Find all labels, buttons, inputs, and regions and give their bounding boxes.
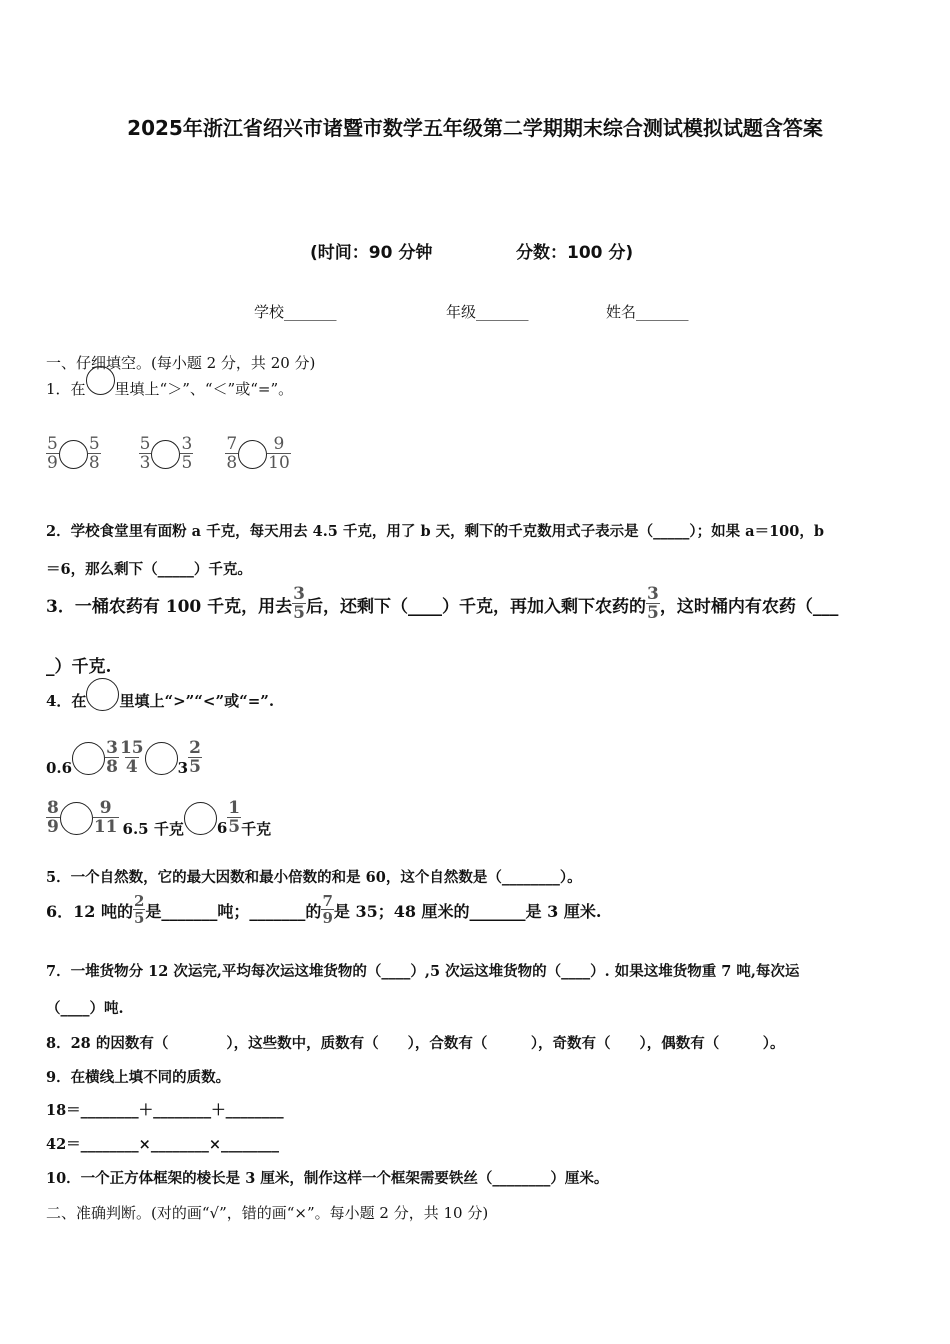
q4-value: 3	[177, 759, 189, 777]
compare-circle-icon	[184, 802, 217, 835]
fraction: $\frac{3}{5}$	[293, 584, 305, 623]
q4-row-2	[46, 800, 271, 836]
fraction: $\frac{3}{5}$	[181, 434, 193, 473]
question-7-line-1: 7．一堆货物分 12 次运完,平均每次运这堆货物的（____）,5 次运这堆货物的（____）. 如果这堆货物重 7 吨,每次运	[46, 963, 800, 980]
compare-circle-icon	[145, 742, 178, 775]
question-8: 8．28 的因数有（ ），这些数中，质数有（ ），合数有（ ），奇数有（ ），偶数有（ ）。	[46, 1035, 785, 1052]
compare-circle-icon	[72, 742, 105, 775]
question-9: 9．在横线上填不同的质数。	[46, 1069, 231, 1086]
question-10: 10．一个正方体框架的棱长是 3 厘米，制作这样一个框架需要铁丝（________）厘米。	[46, 1170, 609, 1187]
fraction: $\frac{2}{5}$	[189, 738, 201, 777]
q4-value: 6.5 千克	[122, 819, 184, 838]
exam-score: 分数：100 分)	[516, 243, 634, 263]
fraction: $\frac{1}{5}$	[228, 798, 241, 837]
q6-text-1: 6．12 吨的	[46, 901, 133, 921]
fraction: $\frac{9}{11}$	[93, 798, 118, 837]
question-4	[46, 684, 274, 717]
fraction: $\frac{9}{10}$	[268, 434, 290, 473]
fraction: $\frac{7}{8}$	[226, 434, 238, 473]
q3-text-2: 后，还剩下（____）千克，再加入剩下农药的	[306, 596, 646, 617]
q4-value: 0.6	[46, 759, 73, 777]
q4-suffix: 里填上“>”“<”或“=”.	[119, 692, 275, 710]
fraction: $\frac{5}{3}$	[139, 434, 151, 473]
page-title: 2025年浙江省绍兴市诸暨市数学五年级第二学期期末综合测试模拟试题含答案	[127, 116, 823, 140]
fraction: $\frac{3}{8}$	[106, 738, 118, 777]
q3-text-3: ，这时桶内有农药（___	[659, 596, 839, 617]
q6-text-3: 是 35；48 厘米的_______是 3 厘米.	[333, 901, 602, 921]
question-7-line-2: （____）吨.	[46, 1000, 124, 1017]
question-6	[46, 894, 601, 926]
exam-time: (时间：90 分钟	[310, 243, 433, 263]
question-5: 5．一个自然数，它的最大因数和最小倍数的和是 60，这个自然数是（________）。	[46, 869, 582, 886]
q6-text-2: 是_______吨；_______的	[145, 901, 322, 921]
q3-text-1: 3．一桶农药有 100 千克，用去	[46, 596, 293, 617]
q4-prefix: 4．在	[46, 692, 87, 710]
question-1	[46, 374, 293, 403]
q1-suffix: 里填上“＞”、“＜”或“=”。	[114, 380, 294, 398]
q1-prefix: 1．在	[46, 380, 86, 398]
compare-circle-icon	[151, 440, 180, 469]
fraction: $\frac{7}{9}$	[322, 892, 333, 927]
fraction: $\frac{5}{8}$	[88, 434, 100, 473]
compare-circle-icon	[60, 802, 93, 835]
section-2-heading: 二、准确判断。(对的画“√”，错的画“×”。每小题 2 分，共 10 分)	[46, 1204, 489, 1222]
section-1-heading: 一、仔细填空。(每小题 2 分，共 20 分)	[46, 354, 316, 372]
q4-row-1	[46, 740, 202, 776]
fraction: $\frac{8}{9}$	[47, 798, 59, 837]
compare-circle-icon	[238, 440, 267, 469]
q1-comparisons	[46, 436, 291, 472]
school-field: 学校_______	[254, 303, 337, 321]
q9-line-2: 42＝________×________×________	[46, 1136, 279, 1153]
name-field: 姓名_______	[606, 303, 689, 321]
question-3-line-2: _）千克.	[46, 657, 112, 677]
fraction: $\frac{2}{5}$	[133, 892, 145, 927]
compare-circle-icon	[59, 440, 88, 469]
fraction: $\frac{5}{9}$	[47, 434, 58, 473]
grade-field: 年级_______	[446, 303, 529, 321]
fraction: $\frac{15}{4}$	[119, 738, 144, 777]
q9-line-1: 18＝________＋________＋________	[46, 1102, 284, 1119]
compare-circle-icon	[86, 366, 115, 395]
compare-circle-icon	[86, 678, 119, 711]
q4-unit: 千克	[241, 819, 272, 838]
question-2-line-2: ＝6，那么剩下（_____）千克。	[46, 561, 252, 578]
question-3-line-1	[46, 586, 838, 622]
question-2-line-1: 2．学校食堂里有面粉 a 千克，每天用去 4.5 千克，用了 b 天，剩下的千克数用式子表示是（_____）；如果 a＝100，b	[46, 523, 824, 540]
q4-value: 6	[216, 819, 228, 837]
fraction: $\frac{3}{5}$	[647, 584, 659, 623]
